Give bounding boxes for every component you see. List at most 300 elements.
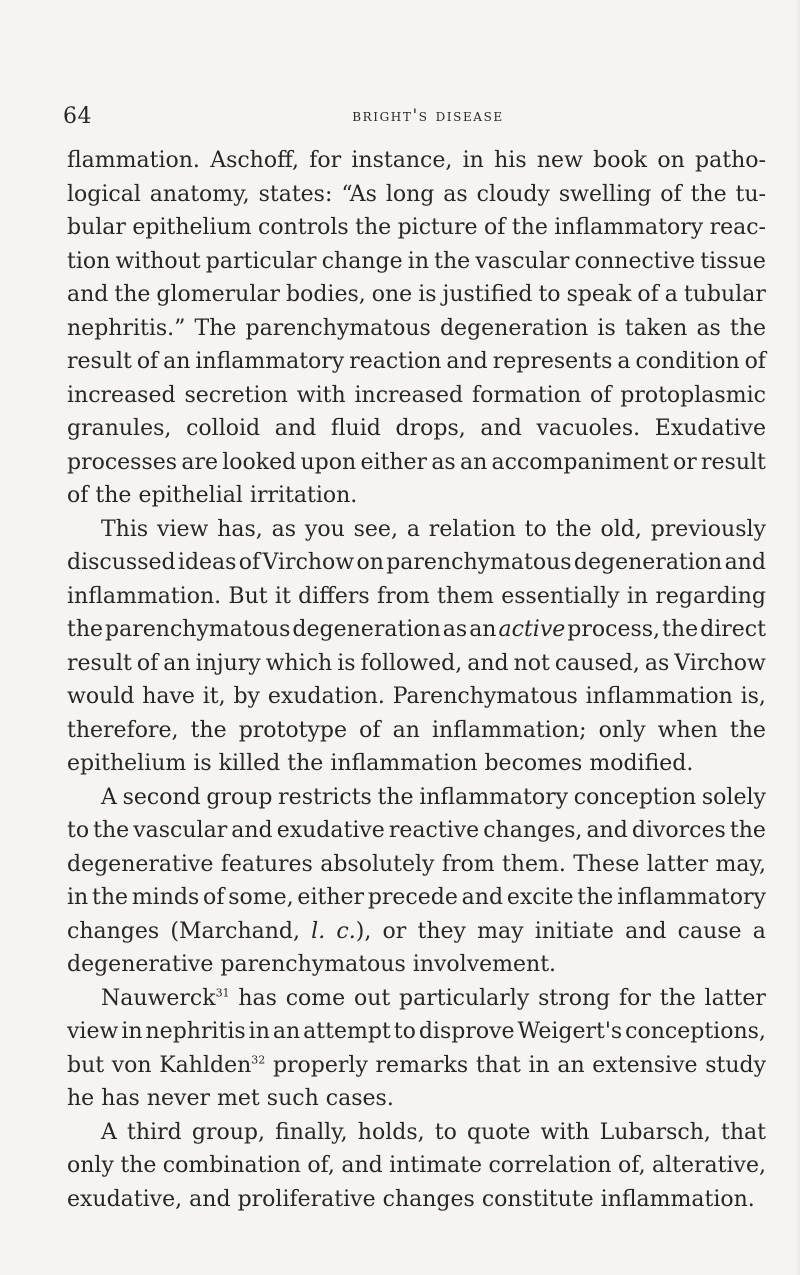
word: of,	[617, 1153, 646, 1178]
word: an	[557, 1052, 585, 1078]
text-line	[67, 345, 766, 379]
word: and	[625, 918, 667, 944]
text-line	[67, 1049, 766, 1083]
word: swelling	[558, 181, 652, 207]
word: excite	[506, 885, 574, 910]
text-line	[67, 211, 766, 245]
word: study	[705, 1052, 766, 1078]
word: cause	[677, 918, 742, 944]
word: quote	[467, 1119, 531, 1145]
word: Virchow	[262, 550, 355, 575]
word: would	[67, 684, 135, 709]
word: vascular	[475, 248, 570, 274]
word: to	[538, 282, 561, 307]
word: is	[337, 650, 356, 676]
word: the	[120, 1153, 157, 1178]
word: group	[206, 784, 273, 810]
text-line	[67, 479, 766, 513]
word: of,	[307, 1153, 335, 1178]
text-line	[67, 1082, 766, 1116]
word: relation	[428, 516, 516, 542]
word: process,	[567, 617, 661, 642]
word: irritation.	[249, 483, 358, 508]
word: latter	[704, 985, 766, 1011]
word: is	[418, 282, 437, 307]
word: strong	[538, 985, 611, 1011]
word: of	[136, 650, 159, 676]
word: or	[672, 449, 697, 475]
word: is,	[740, 684, 766, 709]
word: long	[385, 181, 435, 207]
word: ideas	[177, 550, 237, 575]
word: by	[233, 684, 260, 709]
text-line	[67, 312, 766, 346]
word: may,	[715, 851, 766, 877]
word: inflammation	[330, 751, 478, 776]
word: features	[220, 851, 313, 877]
word: the	[95, 483, 132, 508]
text-line	[67, 680, 766, 714]
word: and	[341, 1153, 383, 1178]
text-line	[67, 881, 766, 915]
word: exudative	[276, 818, 385, 843]
word: “As	[341, 181, 377, 207]
word: picture	[397, 215, 478, 240]
word: out	[353, 985, 391, 1011]
word: to	[393, 1019, 416, 1044]
word: fluid	[330, 416, 381, 441]
word: attempt	[303, 1019, 391, 1044]
word: from	[376, 583, 430, 609]
word: bodies,	[286, 282, 366, 307]
word: active	[498, 617, 566, 642]
word: But	[228, 583, 268, 609]
word: the	[729, 315, 766, 341]
word: conception	[573, 784, 697, 810]
word: vascular	[133, 818, 228, 843]
word: tubular	[683, 282, 766, 307]
word: parenchymatous	[245, 315, 431, 341]
word: the	[67, 617, 104, 642]
word: group,	[191, 1119, 265, 1145]
word: These	[573, 851, 640, 877]
word: precede	[367, 885, 458, 910]
text-line	[67, 513, 766, 547]
word: differs	[298, 583, 370, 609]
word: second	[122, 784, 201, 810]
text-line	[67, 1149, 766, 1183]
word: either	[360, 449, 428, 475]
word: are	[181, 449, 218, 475]
word: therefore,	[67, 717, 179, 743]
word: and	[274, 416, 317, 441]
word: proliferative	[237, 1186, 376, 1212]
word: an	[272, 1019, 301, 1044]
word: holds,	[357, 1119, 425, 1145]
word: the	[434, 248, 471, 274]
word: an	[459, 449, 488, 475]
word: condition	[635, 349, 740, 374]
word: change	[321, 248, 403, 274]
word: parenchymatous	[220, 952, 406, 977]
word: in	[121, 1019, 143, 1044]
word: discussed	[67, 550, 176, 575]
text-line	[67, 814, 766, 848]
word: third	[127, 1119, 182, 1145]
word: inflammation.	[600, 1186, 755, 1212]
text-line	[67, 379, 766, 413]
word: changes	[67, 918, 160, 944]
word: degeneration	[292, 617, 441, 642]
word: they	[417, 918, 466, 944]
word: may	[477, 918, 524, 944]
word: have	[142, 684, 195, 709]
word: reaction	[349, 349, 442, 374]
word: changes,	[483, 818, 583, 843]
word: has	[238, 985, 277, 1011]
word: nephritis.”	[67, 315, 186, 341]
word: come	[285, 985, 346, 1011]
footnote-reference: 31	[215, 986, 230, 1000]
word: direct	[700, 617, 766, 642]
running-head	[63, 106, 763, 126]
word: reac-	[709, 215, 766, 240]
word: and	[480, 416, 522, 441]
word: and	[446, 349, 488, 374]
word: of	[136, 349, 159, 374]
word: conceptions,	[625, 1019, 766, 1044]
word: the	[92, 885, 129, 910]
word: absolutely	[320, 851, 435, 877]
word: the	[690, 181, 727, 207]
word: an	[469, 617, 497, 642]
word: in	[528, 1052, 550, 1078]
word: a	[664, 282, 678, 307]
word: view	[157, 516, 209, 542]
word: has	[101, 1086, 140, 1111]
word: of	[590, 382, 612, 408]
word: A	[101, 1119, 117, 1145]
word: essentially	[501, 583, 620, 609]
word: in	[67, 885, 89, 910]
word: is	[193, 751, 212, 776]
word: inflammatory	[419, 784, 569, 810]
word: degenerative	[67, 851, 214, 877]
footnote-reference: 32	[251, 1053, 266, 1067]
word: and	[189, 1186, 231, 1212]
word: in	[462, 148, 484, 173]
word: connective	[574, 248, 696, 274]
word: degeneration	[439, 315, 589, 341]
word: of	[484, 215, 506, 240]
word: extensive	[592, 1052, 698, 1078]
word: granules,	[67, 416, 172, 441]
word: tu-	[735, 181, 766, 207]
word: (Marchand,	[170, 918, 300, 944]
word: the	[729, 717, 766, 743]
page-edge	[796, 0, 800, 1275]
word: view	[67, 1019, 119, 1044]
word: changes	[382, 1186, 475, 1212]
word: to	[524, 516, 547, 542]
page-header	[63, 104, 763, 134]
word: l.	[311, 918, 326, 944]
word: minds	[131, 885, 200, 910]
word: injury	[195, 650, 261, 676]
text-line	[67, 412, 766, 446]
word: as	[442, 617, 468, 642]
word: particular	[205, 248, 317, 274]
word: controls	[258, 215, 349, 240]
word: taken	[624, 315, 688, 341]
word: tion	[67, 248, 111, 274]
word: of	[660, 181, 682, 207]
word: the	[662, 617, 699, 642]
word: Weigert's	[517, 1019, 623, 1044]
word: the	[287, 751, 324, 776]
word: the	[377, 784, 414, 810]
word: Nauwerck$^{31}$	[101, 985, 230, 1011]
word: bular	[67, 215, 126, 240]
word: justified	[442, 282, 533, 307]
word: but	[67, 1052, 105, 1078]
word: instance,	[351, 148, 453, 173]
word: constitute	[481, 1186, 594, 1212]
word: cloudy	[476, 181, 550, 207]
word: secretion	[184, 382, 288, 408]
word: correlation	[488, 1153, 612, 1178]
word: of	[637, 282, 659, 307]
word: states:	[258, 181, 333, 207]
word: some,	[228, 885, 294, 910]
word: and	[467, 650, 509, 676]
word: and	[67, 282, 109, 307]
page-number: 64	[63, 104, 92, 129]
word: met	[217, 1086, 260, 1111]
word: particularly	[399, 985, 530, 1011]
word: epithelium	[132, 215, 252, 240]
text-line	[67, 1183, 766, 1217]
word: combination	[162, 1153, 301, 1178]
word: inflammatory	[195, 349, 345, 374]
word: inflammation;	[431, 717, 587, 743]
word: the	[729, 818, 766, 843]
word: protoplasmic	[620, 382, 766, 408]
word: drops,	[395, 416, 466, 441]
word: epithelium	[67, 751, 187, 776]
word: vacuoles.	[536, 416, 641, 441]
word: as	[696, 315, 721, 341]
word: inflammation.	[67, 583, 222, 609]
word: a	[752, 918, 766, 944]
word: never	[146, 1086, 210, 1111]
word: them	[437, 583, 494, 609]
word: without	[115, 248, 201, 274]
word: of	[67, 483, 89, 508]
text-line	[67, 714, 766, 748]
word: anatomy,	[149, 181, 250, 207]
word: from	[441, 851, 495, 877]
word: for	[309, 148, 342, 173]
word: or	[382, 918, 407, 944]
word: becomes	[484, 751, 583, 776]
word: result	[67, 349, 132, 374]
word: logical	[67, 181, 141, 207]
word: flammation.	[67, 148, 200, 173]
word: epithelial	[138, 483, 243, 508]
word: increased	[354, 382, 464, 408]
word: remarks	[375, 1052, 469, 1078]
text-line	[67, 915, 766, 949]
word: the	[93, 818, 130, 843]
word: followed,	[360, 650, 463, 676]
word: result	[67, 650, 132, 676]
word: Exudative	[654, 416, 766, 441]
word: of	[203, 885, 225, 910]
word: on	[657, 148, 685, 173]
word: only	[67, 1153, 114, 1178]
word: for	[619, 985, 651, 1011]
word: the	[190, 717, 227, 743]
word: patho-	[695, 148, 766, 173]
word: it	[274, 583, 291, 609]
word: glomerular	[156, 282, 281, 307]
word: of	[744, 349, 766, 374]
text-line	[67, 178, 766, 212]
text-line	[67, 747, 766, 781]
word: is	[597, 315, 616, 341]
word: as	[443, 181, 468, 207]
word: of	[359, 717, 381, 743]
text-line	[67, 1116, 766, 1150]
word: speak	[566, 282, 632, 307]
word: looked	[222, 449, 297, 475]
word: represents	[492, 349, 613, 374]
word: disprove	[418, 1019, 515, 1044]
word: tissue	[700, 248, 766, 274]
word: as	[431, 449, 456, 475]
word: in	[407, 248, 429, 274]
word: them.	[501, 851, 566, 877]
text-line	[67, 1015, 766, 1049]
word: prototype	[238, 717, 348, 743]
word: degeneration	[573, 550, 723, 575]
word: and	[461, 885, 504, 910]
word: when	[657, 717, 718, 743]
word: as	[271, 516, 297, 542]
word: c.),	[336, 918, 372, 944]
text-line	[67, 781, 766, 815]
text-line	[67, 948, 766, 982]
word: intimate	[389, 1153, 483, 1178]
word: which	[265, 650, 333, 676]
word: one	[371, 282, 413, 307]
word: finally,	[275, 1119, 348, 1145]
word: his	[494, 148, 527, 173]
word: has,	[217, 516, 263, 542]
word: caused,	[554, 650, 640, 676]
word: modified.	[589, 751, 694, 776]
word: alterative,	[652, 1153, 766, 1178]
word: cases.	[325, 1086, 394, 1111]
word: exudation.	[267, 684, 385, 709]
word: that	[721, 1119, 766, 1145]
word: with	[540, 1119, 590, 1145]
word: such	[266, 1086, 319, 1111]
word: Parenchymatous	[392, 684, 578, 709]
word: the	[114, 282, 151, 307]
word: an	[163, 650, 191, 676]
word: and	[724, 550, 766, 575]
word: that	[475, 1052, 521, 1078]
word: on	[356, 550, 384, 575]
word: involvement.	[412, 952, 557, 977]
word: a	[617, 349, 631, 374]
word: A	[101, 784, 117, 810]
text-line	[67, 982, 766, 1016]
word: degenerative	[67, 952, 214, 977]
word: Virchow	[674, 650, 766, 676]
word: colloid	[186, 416, 261, 441]
word: with	[296, 382, 346, 408]
word: von	[111, 1052, 152, 1078]
word: an	[163, 349, 191, 374]
word: Lubarsch,	[599, 1119, 711, 1145]
running-head-text: bright's disease	[352, 106, 504, 126]
word: an	[392, 717, 420, 743]
word: restricts	[278, 784, 372, 810]
word: Aschoff,	[210, 148, 299, 173]
word: Kahlden$^{32}$	[159, 1052, 266, 1078]
word: increased	[67, 382, 176, 408]
word: regarding	[655, 583, 766, 609]
word: parenchymatous	[105, 617, 291, 642]
text-line	[67, 580, 766, 614]
word: only	[598, 717, 646, 743]
word: The	[194, 315, 237, 341]
word: to	[434, 1119, 457, 1145]
text-line	[67, 446, 766, 480]
word: nephritis	[145, 1019, 246, 1044]
word: initiate	[534, 918, 614, 944]
word: result	[701, 449, 766, 475]
word: see,	[353, 516, 398, 542]
word: you	[304, 516, 345, 542]
word: the	[555, 516, 592, 542]
word: This	[101, 516, 149, 542]
word: solely	[701, 784, 766, 810]
word: a	[406, 516, 420, 542]
word: latter	[646, 851, 709, 877]
word: it,	[202, 684, 226, 709]
word: of	[238, 550, 261, 575]
word: as	[644, 650, 670, 676]
word: the	[659, 985, 696, 1011]
word: inflammation	[585, 684, 733, 709]
word: reactive	[388, 818, 480, 843]
body-text	[67, 144, 766, 1216]
word: killed	[218, 751, 281, 776]
word: upon	[300, 449, 357, 475]
word: formation	[471, 382, 582, 408]
word: accompaniment	[491, 449, 669, 475]
word: properly	[272, 1052, 368, 1078]
word: the	[355, 215, 392, 240]
word: and	[231, 818, 273, 843]
text-line	[67, 848, 766, 882]
word: exudative,	[67, 1186, 183, 1212]
text-line	[67, 546, 766, 580]
